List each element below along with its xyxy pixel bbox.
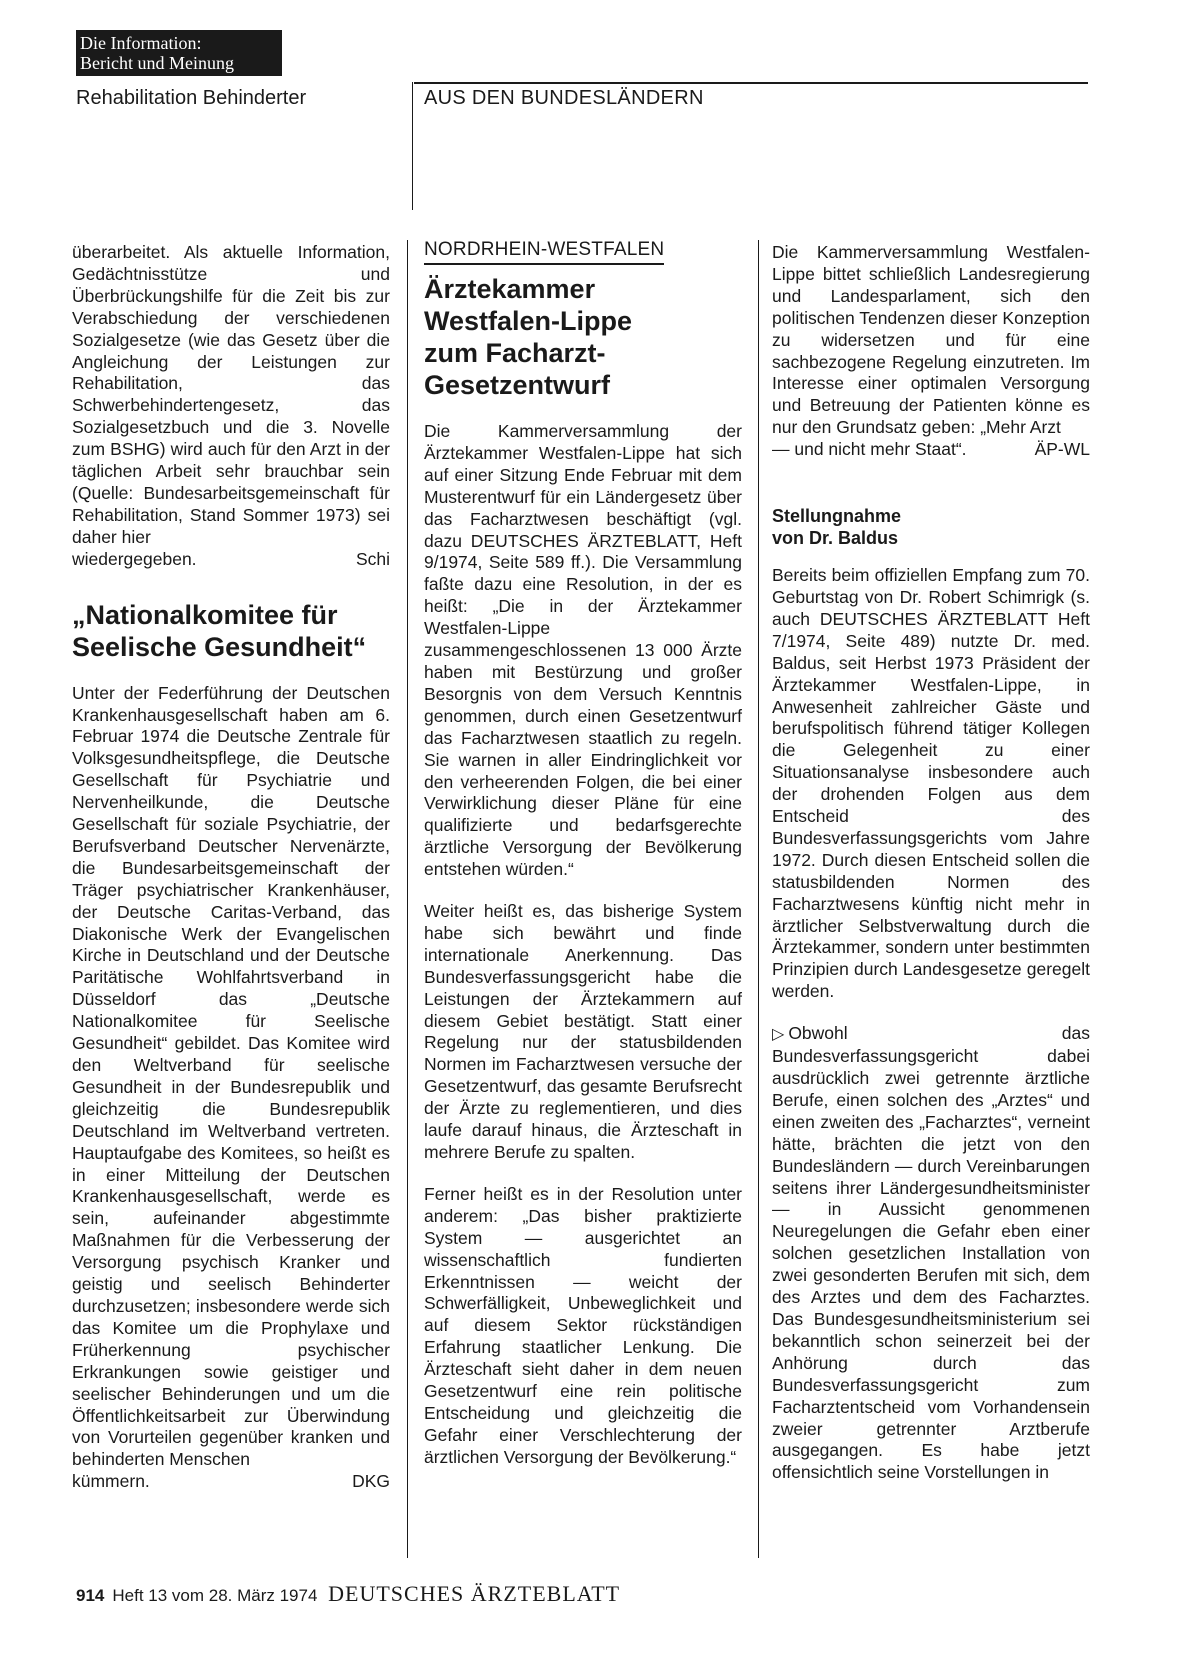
intro-signature: Schi (355, 548, 390, 569)
baldus-subheading (772, 505, 1090, 549)
baldus-subheading-line-2: von Dr. Baldus (772, 528, 899, 549)
nationalkomitee-signature: DKG (352, 1471, 390, 1492)
nationalkomitee-closing-line (72, 1471, 390, 1493)
column-2 (424, 239, 742, 1469)
aerztekammer-paragraph-2: Weiter heißt es, das bisherige System habe sich bewährt und finde internationale Anerkennung. Das Bundesverfassungsgericht habe die Leistungen der Ärztekammern auf diesem Gebiet bestätigt. Statt einer Regelung nur der statusbildenden Normen im Facharztwesen versuche der Gesetzentwurf, das gesamte Berufsrecht der Ärzte zu reglementieren, und dies laufe darauf hinaus, die Ärzteschaft in mehrere Berufe zu spalten. (424, 901, 742, 1162)
column-divider-2 (758, 240, 759, 1558)
magazine-name: DEUTSCHES ÄRZTEBLATT (328, 1581, 621, 1606)
baldus-paragraph-2-text: Obwohl das Bundesverfassungsgericht dabei ausdrücklich zwei getrennte ärztliche Berufe, einen solchen des „Arztes“ und einen zweiten des „Facharztes“, verneint hätte, brächten die jetzt von den Bundesländern — durch Vereinbarungen seitens ihrer Ländergesundheitsminister — in Aussicht genommenen Neuregelungen die Gefahr eben einer solchen gesetzlichen Installation von zwei gesonderten Berufen mit sich, dem des Arztes und dem des Facharztes. Das Bundesgesundheitsministerium sei bekanntlich schon seinerzeit bei der Anhörung durch das Bundesverfassungsgericht zum Facharztentscheid vom Vorhandensein zweier getrennter Arztberufe ausgegangen. Es habe jetzt offensichtlich seine Vorstellungen in (772, 1023, 1090, 1483)
kammerversammlung-closing-text: — und nicht mehr Staat“. (772, 439, 967, 460)
issue-info: Heft 13 vom 28. März 1974 (112, 1586, 318, 1605)
triangle-bullet-icon: ▷ (772, 1026, 785, 1044)
kammerversammlung-closing-line (772, 439, 1090, 461)
article-heading-aerztekammer: Ärztekammer Westfalen-Lippe zum Facharzt-Gesetzentwurf (424, 274, 633, 400)
kammerversammlung-signature: ÄP-WL (1034, 439, 1090, 460)
page-footer (76, 1582, 620, 1608)
section-category: AUS DEN BUNDESLÄNDERN (424, 87, 704, 109)
column-divider-1 (407, 240, 408, 1558)
nationalkomitee-body: Unter der Federführung der Deutschen Krankenhausgesellschaft haben am 6. Februar 1974 die Deutsche Zentrale für Volksgesundheitspflege, die Deutsche Gesellschaft für Psychiatrie und Nervenheilkunde, die Deutsche Gesellschaft für soziale Psychiatrie, der Berufsverband Deutscher Nervenärzte, die Bundesarbeitsgemeinschaft der Träger psychiatrischer Krankenhäuser, der Deutsche Caritas-Verband, das Diakonische Werk der Evangelischen Kirche in Deutschland und der Deutsche Paritätische Wohlfahrtsverband in Düsseldorf das „Deutsche Nationalkomitee für Seelische Gesundheit“ gebildet. Das Komitee wird den Weltverband für seelische Gesundheit in der Bundesrepublik und gleichzeitig die Bundesrepublik Deutschland im Weltverband vertreten. Hauptaufgabe des Komitees, so heißt es in einer Mitteilung der Deutschen Krankenhausgesellschaft, werde es sein, aufeinander abgestimmte Maßnahmen für die Verbesserung der Versorgung psychisch Kranker und geistig und seelisch Behinderter durchzusetzen; insbesondere werde sich das Komitee um die Prophylaxe und Früherkennung psychischer Erkrankungen sowie geistiger und seelischer Behinderungen und um die Öffentlichkeitsarbeit zur Überwindung von Vorurteilen gegenüber kranken und behinderten Menschen (72, 682, 390, 1470)
section-title: Rehabilitation Behinderter (76, 87, 307, 109)
page-number: 914 (76, 1586, 105, 1605)
section-badge (76, 30, 282, 76)
nationalkomitee-closing-text: kümmern. (72, 1471, 150, 1492)
kammerversammlung-paragraph: Die Kammerversammlung Westfalen-Lippe bittet schließlich Landesregierung und Landesparlament, sich den politischen Tendenzen dieser Konzeption zu widersetzen und für eine sachbezogene Regelung einzutreten. Im Interesse einer optimalen Versorgung und Betreuung der Patienten könne es nur den Grundsatz geben: „Mehr Arzt (772, 242, 1090, 438)
column-1 (72, 242, 390, 1493)
baldus-subheading-line-1: Stellungnahme (772, 506, 902, 527)
aerztekammer-paragraph-3: Ferner heißt es in der Resolution unter anderem: „Das bisher praktizierte System — ausgerichtet an wissenschaftlich fundierten Erkenntnissen — weicht der Schwerfälligkeit, Unbeweglichkeit und auf diesem Sektor rückständigen Erfahrung staatlicher Lenkung. Die Ärzteschaft sieht daher in dem neuen Gesetzentwurf eine rein politische Entscheidung und gleichzeitig die Gefahr einer Verschlechterung der ärztlichen Versorgung der Bevölkerung.“ (424, 1183, 742, 1467)
header-rule (414, 82, 1088, 84)
baldus-paragraph-2 (772, 1023, 1090, 1484)
badge-line-1: Die Information: (80, 33, 202, 53)
intro-closing-line (72, 549, 390, 571)
intro-paragraph: überarbeitet. Als aktuelle Information, Gedächtnisstütze und Überbrückungshilfe für die Zeit bis zur Verabschiedung der verschiedenen Sozialgesetze (wie das Gesetz über die Angleichung der Leistungen zur Rehabilitation, das Schwerbehindertengesetz, das Sozialgesetzbuch und die 3. Novelle zum BSHG) wird auch für den Arzt in der täglichen Arbeit sehr brauchbar sein (Quelle: Bundesarbeitsgemeinschaft für Rehabilitation, Stand Sommer 1973) sei daher hier (72, 242, 390, 547)
region-label: NORDRHEIN-WESTFALEN (424, 238, 664, 265)
baldus-paragraph-1: Bereits beim offiziellen Empfang zum 70. Geburtstag von Dr. Robert Schimrigk (s. auch DEUTSCHES ÄRZTEBLATT Heft 7/1974, Seite 489) nutzte Dr. med. Baldus, seit Herbst 1973 Präsident der Ärztekammer Westfalen-Lippe, in Anwesenheit zahlreicher Gäste und berufspolitisch führend tätiger Kollegen die Gelegenheit zu einer Situationsanalyse insbesondere auch der drohenden Folgen aus dem Entscheid des Bundesverfassungsgerichts vom Jahre 1972. Durch diesen Entscheid sollen die statusbildenden Normen des Facharztwesens künftig nicht mehr in ärztlicher Selbstverwaltung durch die Ärztekammer, sondern unter bestimmten Prinzipien durch Landesgesetze geregelt werden. (772, 565, 1090, 1002)
article-heading-nationalkomitee: „Nationalkomitee für Seelische Gesundheit“ (72, 599, 367, 662)
intro-closing-text: wiedergegeben. (72, 548, 197, 569)
header-divider (412, 82, 413, 210)
aerztekammer-paragraph-1: Die Kammerversammlung der Ärztekammer Westfalen-Lippe hat sich auf einer Sitzung Ende Februar mit dem Musterentwurf für ein Ländergesetz über das Facharztwesen beschäftigt (vgl. dazu DEUTSCHES ÄRZTEBLATT, Heft 9/1974, Seite 589 ff.). Die Versammlung faßte dazu eine Resolution, in der es heißt: „Die in der Ärztekammer Westfalen-Lippe zusammengeschlossenen 13 000 Ärzte haben mit Bestürzung und großer Besorgnis von dem Versuch Kenntnis genommen, durch einen Gesetzentwurf das Facharztwesen staatlich zu regeln. Sie warnen in aller Eindringlichkeit vor den verheerenden Folgen, die bei einer Verwirklichung dieser Pläne für eine qualifizierte und bedarfsgerechte ärztliche Versorgung der Bevölkerung entstehen würden.“ (424, 421, 742, 880)
badge-line-2: Bericht und Meinung (80, 53, 234, 73)
column-3 (772, 242, 1090, 1484)
